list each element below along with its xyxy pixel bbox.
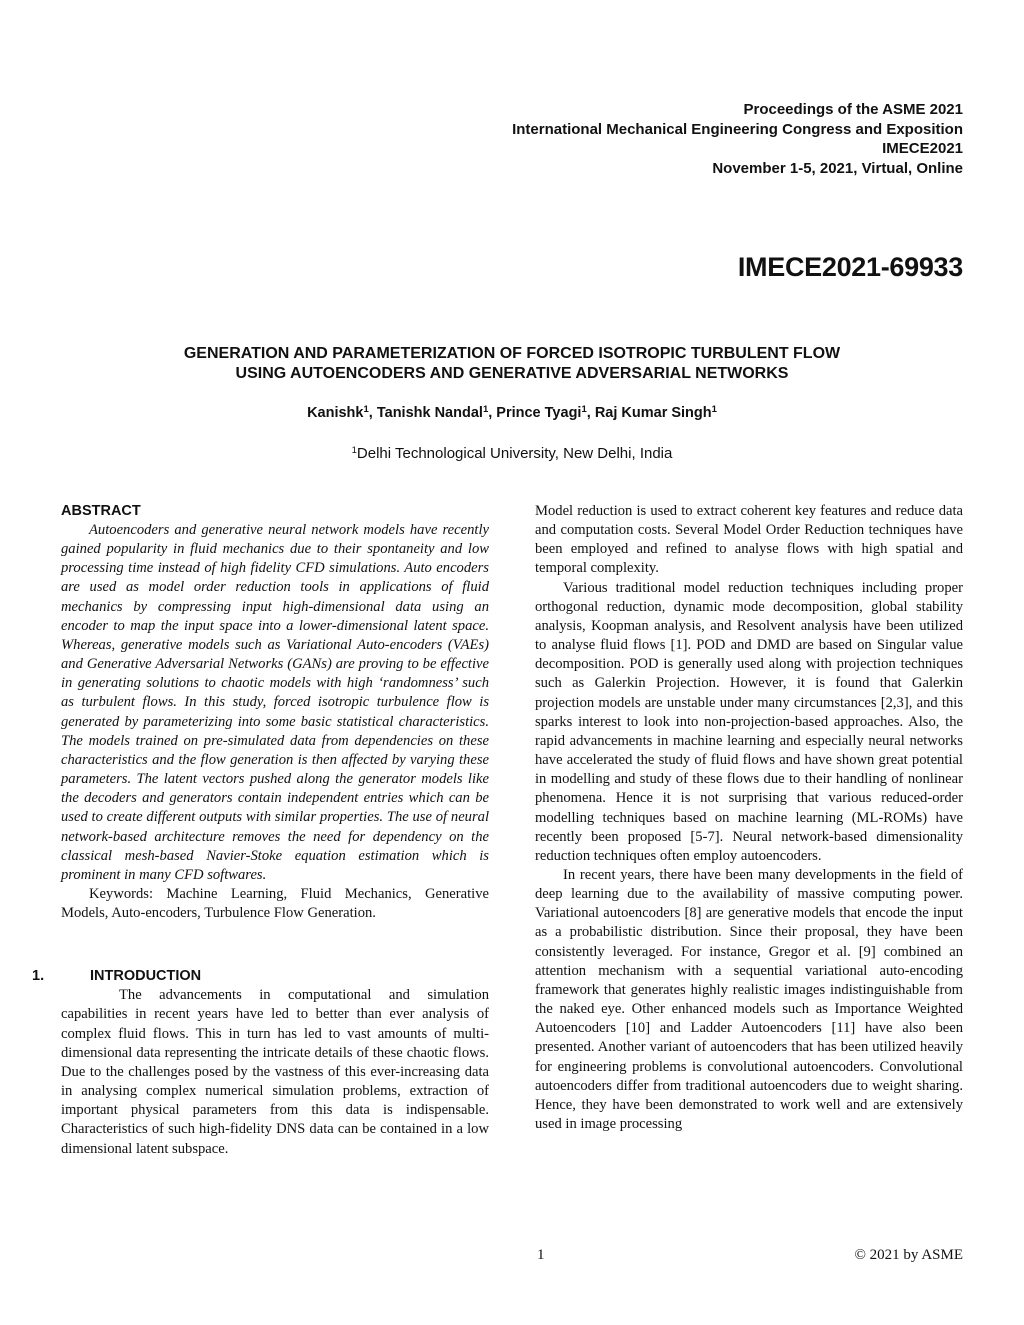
copyright: © 2021 by ASME <box>854 1247 963 1263</box>
paper-title <box>60 344 964 384</box>
author-name: Raj Kumar Singh <box>594 405 712 421</box>
left-column <box>32 502 489 1159</box>
keywords: Keywords: Machine Learning, Fluid Mechanics, Generative Models, Auto-encoders, Turbulence Flow Generation. <box>61 885 489 922</box>
author-list <box>60 405 964 421</box>
paper-id: IMECE2021-69933 <box>737 252 963 282</box>
author-name: Tanishk Nandal <box>376 405 483 421</box>
proceedings-header <box>512 100 963 178</box>
affiliation-sup: 1 <box>351 445 357 456</box>
proceedings-line: Proceedings of the ASME 2021 <box>743 101 963 118</box>
abstract-body: Autoencoders and generative neural network models have recently gained popularity in fluid mechanics due to their spontaneity and low processing time instead of high fidelity CFD simulations. Auto encoders are used as model order reduction tools in applications of fluid mechanics by compressing input high-dimensional data using an encoder to map the input space into a lower-dimensional latent space. Whereas, generative models such as Variational Auto-encoders (VAEs) and Generative Adversarial Networks (GANs) are proving to be effective in generating solutions to chaotic models with high ‘randomness’ such as turbulent flows. In this study, forced isotropic turbulence flow is generated by parameterizing into some basic statistical characteristics. The models trained on pre-simulated data from dependencies on these characteristics and the flow generation is then affected by varying these parameters. The latent vectors pushed along the generator models like the decoders and generators contain independent entries which can be used to create different outputs with similar properties. The use of neural network-based architecture removes the need for dependency on the classical mesh-based Navier-Stoke equation estimation which is prominent in many CFD softwares. <box>61 522 489 883</box>
page-number: 1 <box>537 1247 545 1263</box>
abstract-heading: ABSTRACT <box>61 503 141 519</box>
body-paragraph: Various traditional model reduction techniques including proper orthogonal reduction, dynamic mode decomposition, global stability analysis, Koopman analysis, and Resolvent analysis have been utilized to analyse fluid flows [1]. POD and DMD are based on Singular value decomposition. POD is generally used along with projection techniques such as Galerkin Projection. However, it is found that Galerkin projection models are unstable under many circumstances [2,3], and this sparks interest to look into non-projection-based approaches. Also, the rapid advancements in machine learning and especially neural networks have accelerated the study of fluid flows and have shown great potential in modelling and study of these flows due to their handling of nonlinear phenomena. Hence it is not surprising that various reduced-order modelling techniques based on machine learning (ML-ROMs) have recently been proposed [5-7]. Neural network-based dimensionality reduction techniques often employ autoencoders. <box>535 579 963 864</box>
affiliation <box>60 445 964 462</box>
author-affil-sup: 1 <box>363 404 369 415</box>
author-affil-sup: 1 <box>711 404 717 415</box>
author-sep: , <box>488 405 497 421</box>
introduction-heading <box>32 967 489 986</box>
introduction-paragraph: The advancements in computational and simulation capabilities in recent years have led to better than ever analysis of complex fluid flows. This in turn has led to vast amounts of multi-dimensional data representing the intricate details of these chaotic flows. Due to the challenges posed by the vastness of this ever-increasing data in analysing complex numerical simulation problems, extraction of important physical parameters from this data is indispensable. Characteristics of such high-fidelity DNS data can be contained in a low dimensional latent subspace. <box>61 987 489 1157</box>
proceedings-line: November 1-5, 2021, Virtual, Online <box>712 159 963 177</box>
author-name: Kanishk <box>307 405 364 421</box>
author-sep: , <box>586 405 595 421</box>
body-paragraph: In recent years, there have been many developments in the field of deep learning due to the availability of massive computing power. Variational autoencoders [8] are generative models that encode the input as a probabilistic distribution. Since their proposal, they have been consistently leveraged. For instance, Gregor et al. [9] combined an attention mechanism with a sequential variational auto-encoding framework that generates highly realistic images indistinguishable from the naked eye. Other enhanced models such as Importance Weighted Autoencoders [10] and Ladder Autoencoders [11] have also been presented. Another variant of autoencoders that has been utilized heavily for engineering problems is convolutional autoencoders. Convolutional autoencoders differ from traditional autoencoders due to weight sharing. Hence, they have been demonstrated to work well and are extensively used in image processing <box>535 866 963 1132</box>
title-line: USING AUTOENCODERS AND GENERATIVE ADVERSARIAL NETWORKS <box>235 365 789 382</box>
author-name: Prince Tyagi <box>496 405 582 421</box>
affiliation-text: Delhi Technological University, New Delhi, India <box>356 445 673 462</box>
title-line: GENERATION AND PARAMETERIZATION OF FORCED ISOTROPIC TURBULENT FLOW <box>183 345 841 362</box>
right-column <box>535 502 963 1134</box>
author-affil-sup: 1 <box>482 404 489 415</box>
body-paragraph: Model reduction is used to extract coherent key features and reduce data and computation costs. Several Model Order Reduction techniques have been employed and refined to analyse flows with high spatial and temporal complexity. <box>535 503 963 577</box>
section-title: INTRODUCTION <box>90 968 202 985</box>
proceedings-line: IMECE2021 <box>882 140 963 157</box>
author-sep: , <box>368 405 377 421</box>
author-affil-sup: 1 <box>581 404 587 415</box>
proceedings-line: International Mechanical Engineering Congress and Exposition <box>512 120 963 138</box>
section-number: 1. <box>32 968 45 985</box>
